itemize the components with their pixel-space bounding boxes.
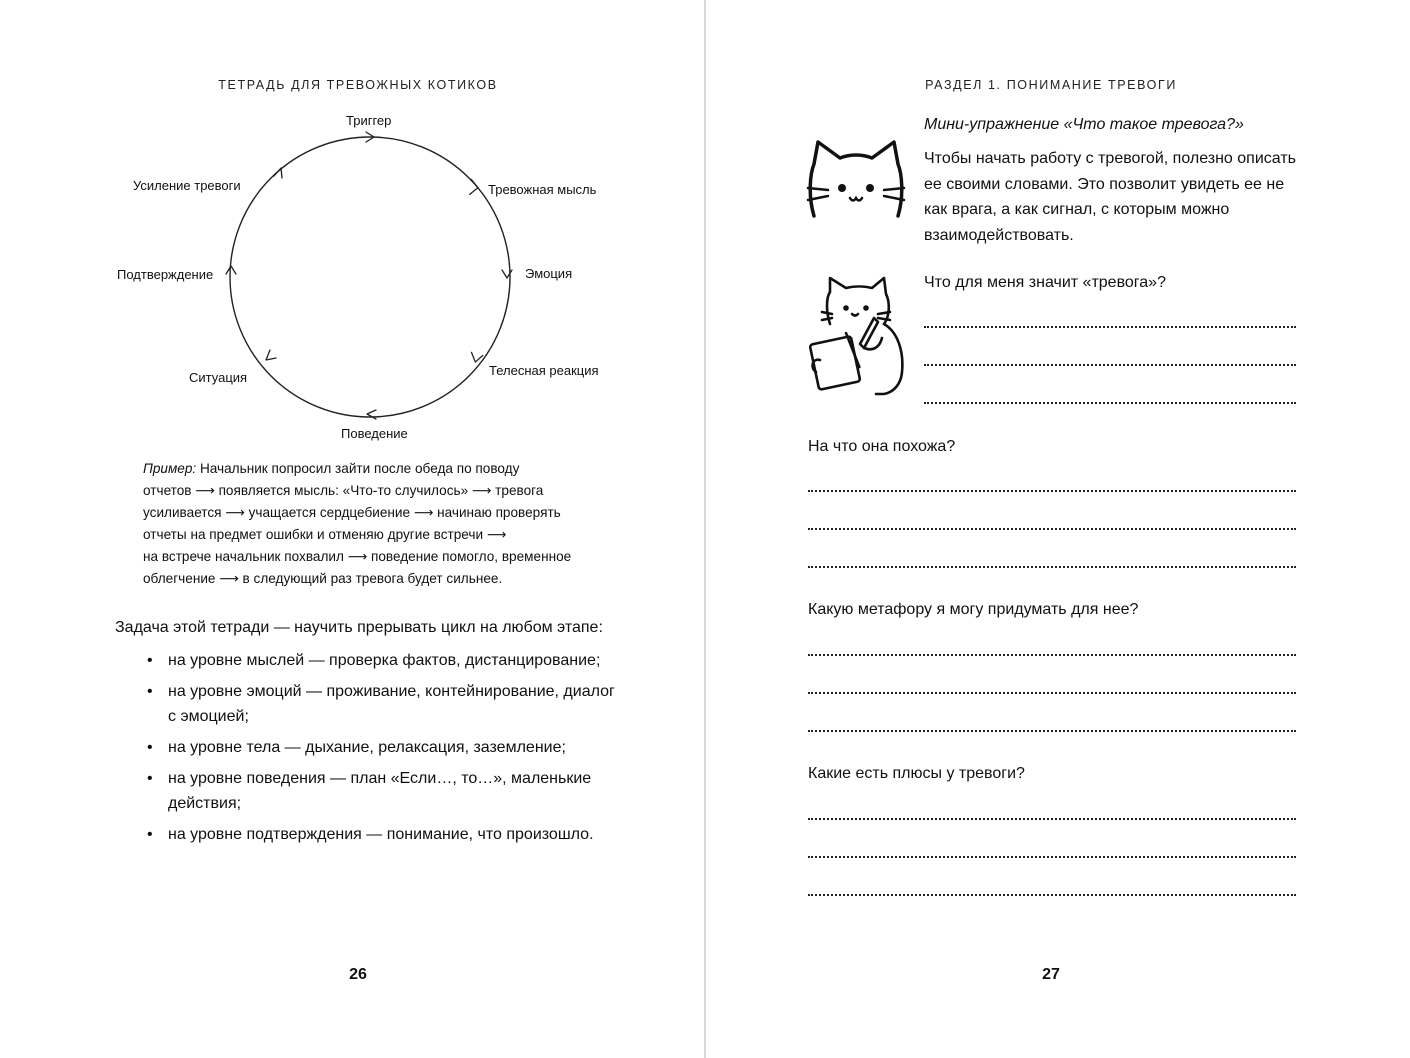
bullet-icon: • xyxy=(147,826,153,843)
right-page xyxy=(706,0,1410,1058)
answer-line-2-3[interactable] xyxy=(808,566,1296,568)
answer-line-1-1[interactable] xyxy=(924,326,1296,328)
task-intro: Задача этой тетради — научить прерывать цикл на любом этапе: xyxy=(115,619,603,636)
example-line-1: Пример: Начальник попросил зайти после обеда по поводу xyxy=(143,461,520,476)
cycle-label-situation: Ситуация xyxy=(189,370,248,385)
answer-line-4-2[interactable] xyxy=(808,856,1296,858)
task-item-confirmation: • на уровне подтверждения — понимание, что произошло. xyxy=(143,822,623,847)
arrow-8 xyxy=(274,168,282,178)
question-3: Какую метафору я могу придумать для нее? xyxy=(808,601,1139,618)
question-1: Что для меня значит «тревога»? xyxy=(924,274,1166,291)
cycle-label-anxiety-increase: Усиление тревоги xyxy=(133,178,241,193)
bullet-icon: • xyxy=(147,770,153,787)
bullet-icon: • xyxy=(147,652,153,669)
question-4: Какие есть плюсы у тревоги? xyxy=(808,765,1025,782)
arrow-7 xyxy=(226,266,236,274)
bullet-icon: • xyxy=(147,739,153,756)
mini-exercise-text: Чтобы начать работу с тревогой, полезно описать ее своими словами. Это позволит увидеть ее не как врага, а как сигнал, с которым можно взаимодействовать. xyxy=(924,150,1296,244)
cycle-label-anxious-thought: Тревожная мысль xyxy=(488,182,597,197)
page-number-right: 27 xyxy=(1042,966,1060,983)
arrow-6 xyxy=(266,350,276,360)
cat-face-icon xyxy=(806,138,906,220)
answer-line-3-1[interactable] xyxy=(808,654,1296,656)
answer-line-3-3[interactable] xyxy=(808,730,1296,732)
task-item-thoughts: • на уровне мыслей — проверка фактов, дистанцирование; xyxy=(143,648,623,673)
cycle-label-behavior: Поведение xyxy=(341,426,408,441)
answer-line-1-2[interactable] xyxy=(924,364,1296,366)
running-head-right: РАЗДЕЛ 1. ПОНИМАНИЕ ТРЕВОГИ xyxy=(925,78,1177,92)
mini-exercise-title: Мини-упражнение «Что такое тревога?» xyxy=(924,116,1244,133)
arrow-2 xyxy=(469,179,479,195)
task-list xyxy=(143,648,623,853)
cycle-circle xyxy=(230,137,510,417)
example-line-6: облегчение ⟶ в следующий раз тревога будет сильнее. xyxy=(143,571,503,586)
left-page xyxy=(0,0,704,1058)
answer-line-4-1[interactable] xyxy=(808,818,1296,820)
task-item-body: • на уровне тела — дыхание, релаксация, заземление; xyxy=(143,735,623,760)
example-line-5: на встрече начальник похвалил ⟶ поведение помогло, временное xyxy=(143,549,572,564)
example-label: Пример: xyxy=(143,461,197,476)
anxiety-cycle-diagram xyxy=(0,0,704,460)
bullet-icon: • xyxy=(147,683,153,700)
running-head-left: ТЕТРАДЬ ДЛЯ ТРЕВОЖНЫХ КОТИКОВ xyxy=(218,78,498,92)
cycle-label-confirmation: Подтверждение xyxy=(117,267,214,282)
answer-line-2-2[interactable] xyxy=(808,528,1296,530)
example-line-2: отчетов ⟶ появляется мысль: «Что-то случилось» ⟶ тревога xyxy=(143,483,544,498)
question-2: На что она похожа? xyxy=(808,438,956,455)
cycle-label-body-reaction: Телесная реакция xyxy=(489,363,599,378)
answer-line-4-3[interactable] xyxy=(808,894,1296,896)
example-line-3: усиливается ⟶ учащается сердцебиение ⟶ начинаю проверять xyxy=(143,505,561,520)
page-number-left: 26 xyxy=(349,966,367,983)
cycle-label-trigger: Триггер xyxy=(346,113,392,128)
task-item-behavior: • на уровне поведения — план «Если…, то…», маленькие действия; xyxy=(143,766,623,816)
answer-line-2-1[interactable] xyxy=(808,490,1296,492)
task-item-emotions: • на уровне эмоций — проживание, контейнирование, диалог с эмоцией; xyxy=(143,679,623,729)
cycle-label-emotion: Эмоция xyxy=(525,266,573,281)
answer-line-3-2[interactable] xyxy=(808,692,1296,694)
answer-line-1-3[interactable] xyxy=(924,402,1296,404)
example-line-4: отчеты на предмет ошибки и отменяю другие встречи ⟶ xyxy=(143,527,507,542)
cat-with-notebook-icon xyxy=(806,276,910,396)
example-block xyxy=(143,458,613,590)
